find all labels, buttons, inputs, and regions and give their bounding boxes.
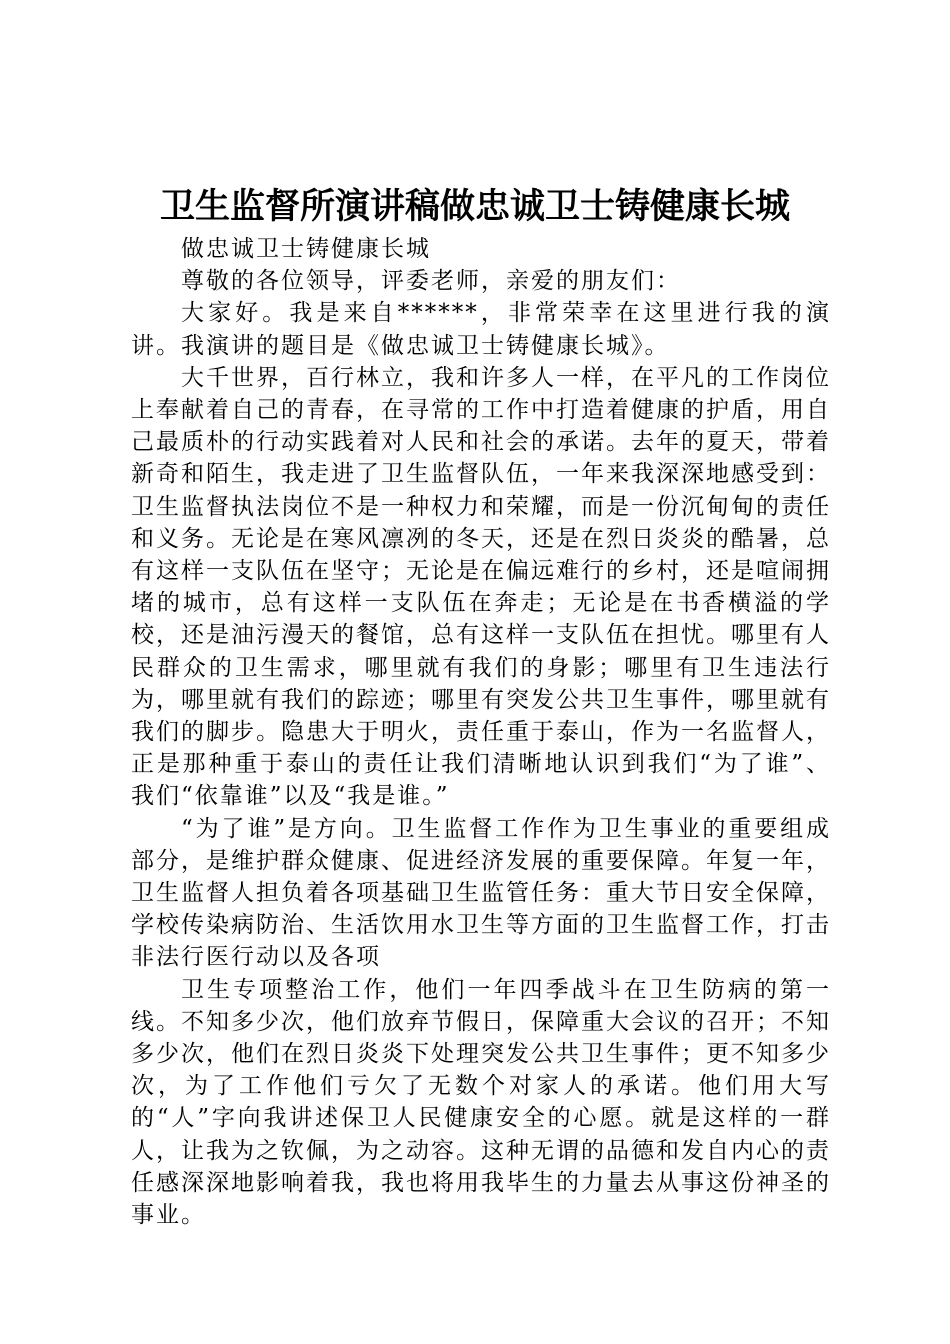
paragraph-body-1: 大千世界，百行林立，我和许多人一样，在平凡的工作岗位上奉献着自己的青春，在寻常的工作中打造着健康的护盾，用自己最质朴的行动实践着对人民和社会的承诺。去年的夏天，带着新奇和陌生，我走进了卫生监督队伍，一年来我深深地感受到：卫生监督执法岗位不是一种权力和荣耀，而是一份沉甸甸的责任和义务。无论是在寒风凛冽的冬天，还是在烈日炎炎的酷暑，总有这样一支队伍在坚守；无论是在偏远难行的乡村，还是喧闹拥堵的城市，总有这样一支队伍在奔走；无论是在书香横溢的学校，还是油污漫天的餐馆，总有这样一支队伍在担忧。哪里有人民群众的卫生需求，哪里就有我们的身影；哪里有卫生违法行为，哪里就有我们的踪迹；哪里有突发公共卫生事件，哪里就有我们的脚步。隐患大于明火，责任重于泰山，作为一名监督人，正是那种重于泰山的责任让我们清晰地认识到我们“为了谁”、我们“依靠谁”以及“我是谁。” [131,364,831,810]
paragraph-salutation: 尊敬的各位领导，评委老师，亲爱的朋友们： [181,268,681,295]
paragraph-subtitle: 做忠诚卫士铸健康长城 [181,236,431,262]
paragraph-body-2: “为了谁”是方向。卫生监督工作作为卫生事业的重要组成部分，是维护群众健康、促进经济发展的重要保障。年复一年，卫生监督人担负着各项基础卫生监管任务：重大节日安全保障，学校传染病防治、生活饮用水卫生等方面的卫生监督工作，打击非法行医行动以及各项 [131,815,831,971]
paragraph-intro: 大家好。我是来自******，非常荣幸在这里进行我的演讲。我演讲的题目是《做忠诚卫士铸健康长城》。 [131,300,831,359]
document-title: 卫生监督所演讲稿做忠诚卫士铸健康长城 [159,186,790,227]
document-body [131,233,831,1231]
paragraph-body-3: 卫生专项整治工作，他们一年四季战斗在卫生防病的第一线。不知多少次，他们放弃节假日，保障重大会议的召开；不知多少次，他们在烈日炎炎下处理突发公共卫生事件；更不知多少次，为了工作他们亏欠了无数个对家人的承诺。他们用大写的“人”字向我讲述保卫人民健康安全的心愿。就是这样的一群人，让我为之钦佩，为之动容。这种无谓的品德和发自内心的责任感深深地影响着我，我也将用我毕生的力量去从事这份神圣的事业。 [131,976,831,1229]
